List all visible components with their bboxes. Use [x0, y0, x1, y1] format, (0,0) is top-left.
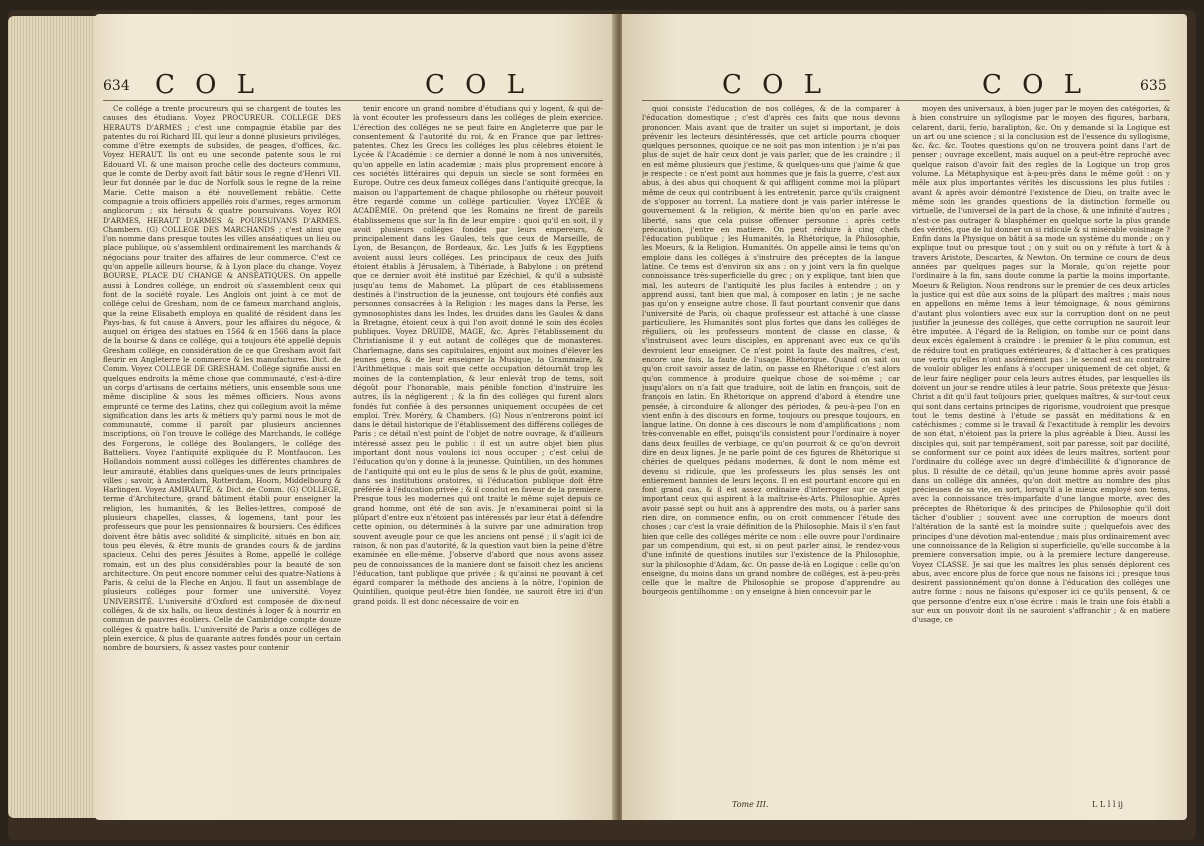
running-header-right: C O L [982, 70, 1088, 100]
header-rule [642, 100, 1170, 101]
left-page [95, 14, 615, 820]
volume-signature: Tome III. [732, 800, 769, 809]
running-header-left: C O L [722, 70, 828, 100]
running-header-left: C O L [155, 70, 261, 100]
text-column-1 [103, 104, 341, 804]
column-text: quoi consiste l'éducation de nos colléges, & de la comparer à l'éducation domestique ; c'est d'après ces faits que nous devons prononcer. Mais avant que de traiter un sujet si important, je dois prévenir les lecteurs désintéressés, que cet article pourra choquer quelques personnes, quoique ce ne soit pas mon intention : je n'ai pas plus de sujet de haïr ceux dont je vais parler, que de les craindre ; il en est même plusieurs que j'estime, & quelques-uns que j'aime & que je respecte : ce n'est point aux hommes que je fais la guerre, c'est aux abus, à des abus qui choquent & qui affligent comme moi la plûpart même de ceux qui contribuent à les entretenir, parce qu'ils craignent de s'opposer au torrent. La matiere dont je vais parler intéresse le gouvernement & la religion, & mérite bien qu'on en parle avec liberté, sans que cela puisse offenser personne : après cette précaution, j'entre en matiere. On peut réduire à cinq chefs l'éducation publique ; les Humanités, la Rhétorique, la Philosophie, les Moeurs, & la Religion. Humanités. On appelle ainsi le tems qu'on emploie dans les colléges à s'instruire des préceptes de la langue latine. Ce tems est d'environ six ans : on y joint vers la fin quelque connoissance très-superficielle du grec ; on y explique, tant bien que mal, les auteurs de l'antiquité les plus faciles à entendre ; on y apprend aussi, tant bien que mal, à composer en latin ; je ne sache pas qu'on y enseigne autre chose. Il faut pourtant convenir que dans l'université de Paris, où chaque professeur est attaché à une classe particuliere, les Humanités sont plus fortes que dans les colléges de réguliers, où les professeurs montent de classe en classe, & s'instruisent avec leurs disciples, en apprenant avec eux ce qu'ils devroient leur enseigner. Ce n'est point la faute des maîtres, c'est, encore une fois, la faute de l'usage. Rhétorique. Quand on sait ou qu'on croit savoir assez de latin, on passe en Rhétorique : c'est alors qu'on commence à produire quelque chose de soi-même ; car jusqu'alors on n'a fait que traduire, soit de latin en françois, soit de françois en latin. En Rhétorique on apprend d'abord à étendre une pensée, à circonduire & allonger des périodes, & peu-à-peu l'on en vient enfin à des discours en forme, toujours ou presque toujours, en langue latine. On donne à ces discours le nom d'amplifications ; nom très-convenable en effet, puisqu'ils consistent pour l'ordinaire à noyer dans deux feuilles de verbiage, ce qu'on pourroit & ce qu'on devroit dire en deux lignes. Je ne parle point de ces figures de Rhétorique si chéries de quelques pédans modernes, & dont le nom même est devenu si ridicule, que les professeurs les plus sensés les ont entierement bannies de leurs leçons. Il en est pourtant encore qui en font grand cas, & il est assez ordinaire d'interroger sur ce sujet important ceux qui aspirent à la maîtrise-ès-Arts. Philosophie. Après avoir passé sept ou huit ans à apprendre des mots, ou à parler sans rien dire, on commence enfin, ou on croit commencer l'étude des choses ; car c'est la vraie définition de la Philosophie. Mais il s'en faut bien que celle des colléges mérite ce nom : elle ouvre pour l'ordinaire par un compendium, qui est, si on peut parler ainsi, le rendez-vous d'une infinité de questions inutiles sur l'existence de la Philosophie, sur la philosophie d'Adam, &c. On passe de-là en Logique : celle qu'on enseigne, du moins dans un grand nombre de colléges, est à-peu-près celle que le maître de Philosophie se propose d'apprendre au bourgeois gentilhomme : on y enseigne à bien concevoir par le [642, 104, 900, 597]
column-text: moyen des universaux, à bien juger par le moyen des catégories, & à bien construire un syllogisme par le moyen des figures, barbara, celarent, darii, ferio, baralipton, &c. On y demande si la Logique est un art ou une science ; si la conclusion est de l'essence du syllogisme, &c. &c. &c. Toutes questions qu'on ne trouvera point dans l'art de penser ; ouvrage excellent, mais auquel on a peut-être reproché avec quelque raison d'avoir fait des regles de la Logique un trop gros volume. La Métaphysique est à-peu-près dans le même goût : on y mêle aux plus importantes vérités les discussions les plus futiles : avant & après avoir démontré l'existence de Dieu, on traite avec le même soin les grandes questions de la distinction formelle ou virtuelle, de l'universel de la part de la chose, & une infinité d'autres ; n'est-ce pas outrager & blasphémer en quelque sorte la plus grande des vérités, que de lui donner un si ridicule & si misérable voisinage ? Enfin dans la Physique on bâtit à sa mode un système du monde ; on y explique tout ou presque tout ; on y suit ou on y réfute à tort & à travers Aristote, Descartes, & Newton. On termine ce cours de deux années par quelques pages sur la Morale, qu'on rejette pour l'ordinaire à la fin, sans doute comme la partie la moins importante. Moeurs & Religion. Nous rendrons sur le premier de ces deux articles la justice qui est dûe aux soins de la plûpart des maîtres ; mais nous en appellons en même tems à leur témoignage, & nous gémirons d'autant plus volontiers avec eux sur la corruption dont on ne peut justifier la jeunesse des colléges, que cette corruption ne sauroit leur être imputée. A l'égard de la Religion, on tombe sur ce point dans deux excès également à craindre : le premier & le plus commun, est de réduire tout en pratiques extérieures, & d'attacher à ces pratiques une vertu qu'elles n'ont assûrément pas : le second est au contraire de vouloir obliger les enfans à s'occuper uniquement de cet objet, & de leur faire négliger pour cela leurs autres études, par lesquelles ils doivent un jour se rendre utiles à leur patrie. Sous prétexte que Jésus-Christ a dit qu'il faut toûjours prier, quelques maîtres, & sur-tout ceux qui sont dans certains principes de rigorisme, voudroient que presque tout le tems destiné à l'étude se passât en méditations & en catéchismes ; comme si le travail & l'exactitude à remplir les devoirs de son état, n'étoient pas la priere la plus agréable à Dieu. Aussi les disciples qui, soit par tempérament, soit par paresse, soit par docilité, se conforment sur ce point aux idées de leurs maîtres, sortent pour l'ordinaire du collége avec un degré d'imbécillité & d'ignorance de plus. Il résulte de ce détail, qu'un jeune homme après avoir passé dans un collége dix années, qu'on doit mettre au nombre des plus précieuses de sa vie, en sort, lorsqu'il a le mieux employé son tems, avec la connoissance très-imparfaite d'une langue morte, avec des préceptes de Rhétorique & des principes de Philosophie qu'il doit tâcher d'oublier ; souvent avec une corruption de moeurs dont l'altération de la santé est la moindre suite ; quelquefois avec des principes d'une dévotion mal-entendue ; mais plus ordinairement avec une connoissance de la Religion si superficielle, qu'elle succombe à la premiere conversation impie, ou à la premiere lecture dangereuse. Voyez CLASSE. Je sai que les maîtres les plus sensés déplorent ces abus, avec encore plus de force que nous ne faisons ici ; presque tous desirent passionnément qu'on donne à l'éducation des colléges une autre forme : nous ne faisons qu'exposer ici ce qu'ils pensent, & ce que personne d'entre eux n'ose écrire : mais le train une fois établi a sur eux un pouvoir dont ils ne sauroient s'affranchir ; & en matiere d'usage, ce [912, 104, 1170, 625]
text-column-2 [912, 104, 1170, 794]
text-column-1 [642, 104, 900, 794]
right-page [622, 14, 1187, 820]
column-text: Ce collége a trente procureurs qui se chargent de toutes les causes des étudians. Voyez PROCUREUR. COLLEGE DES HERAUTS D'ARMES ; c'est une compagnie établie par des patentes du roi Richard III. qui leur a donné plusieurs priviléges, comme d'être exempts de subsides, de peages, d'offices, &c. Voyez HERAUT. Ils ont eu une seconde patente sous le roi Edouard VI. & une maison proche celle des docteurs communs, que le comte de Derby avoit fait bâtir sous le regne d'Henri VII. leur fut donnée par le duc de Norfolk sous le regne de la reine Marie. Cette maison a été nouvellement rebâtie. Cette compagnie a trois officiers appellés rois d'armes, reges armorum anglicorum ; six hérauts & quatre poursuivans. Voyez ROI D'ARMES, HERAUT D'ARMES & POURSUIVANS D'ARMES. Chambers. (G) COLLEGE DES MARCHANDS ; c'est ainsi que l'on nomme dans presque toutes les villes anséatiques un lieu ou place publique, où s'assemblent ordinairement les marchands & négocians pour traiter des affaires de leur commerce. C'est ce qu'on appelle ailleurs bourse, & à Lyon place du change. Voyez BOURSE, PLACE DU CHANGE & ANSÉATIQUES. On appelle aussi à Londres collége, un endroit où s'assemblent ceux qui font de la société royale. Les Anglois ont joint à ce mot de collége celui de Gresham, nom de ce fameux marchand anglois, que la reine Elisabeth employa en qualité de résident dans les Pays-bas, & fut cause à Anvers, pour les affaires du négoce, & auquel on érigea des statues en 1564 & en 1566 dans la place de la bourse & dans ce collége, qui a toujours été appellé depuis Gresham collége, en considération de ce que Gresham avoit fait fleurir en Angleterre le commerce & les manufactures. Dict. de Comm. Voyez COLLEGE DE GRESHAM. Collége signifie aussi en quelques endroits la même chose que communauté, c'est-à-dire un corps d'artisans de certains métiers, unis ensemble sous une même discipline & sous les mêmes officiers. Nous avons emprunté ce terme des Latins, chez qui collegium avoit la même signification dans les arts & métiers qu'y parmi nous le mot de communauté, comme il paroît par plusieurs anciennes inscriptions, où l'on trouve le collége des Marchands, le collége des Forgerons, le collége des Boulangers, le collége des Batteliers. Voyez l'antiquité expliquée du P. Montfaucon. Les Hollandois nomment aussi colléges les différentes chambres de leur amirauté, établies dans quelques-unes de leurs principales villes ; savoir, à Amsterdam, Rotterdam, Hoorn, Middelbourg & Harlingen. Voyez AMIRAUTÉ, & Dict. de Comm. (G) COLLEGE, terme d'Architecture, grand bâtiment établi pour enseigner la religion, les humanités, & les Belles-lettres, composé de plusieurs chapelles, classes, & logemens, tant pour les professeurs que pour les pensionnaires & boursiers. Ces édifices doivent être bâtis avec solidité & simplicité, situés en bon air, tous peu élevés, & être munis de grandes cours & de jardins spacieux. Celui des peres Jésuites à Rome, appellé le collége romain, est un des plus considérables pour la beauté de son architecture. On peut encore nommer celui des quatre-Nations à Paris, & celui de la Fleche en Anjou. Il faut un assemblage de plusieurs colléges pour former une université. Voyez UNIVERSITÉ. L'université d'Oxford est composée de dix-neuf colléges, & de six halls, ou lieux destinés à loger & à nourrir en commun de pauvres écoliers. Celle de Cambridge compte douze colléges & quatre halls. L'université de Paris a onze colléges de plein exercice, & plus de quarante autres fondés pour un certain nombre de boursiers, & assez vastes pour contenir [103, 104, 341, 653]
running-header-right: C O L [425, 70, 531, 100]
column-text: tenir encore un grand nombre d'étudians qui y logent, & qui de-là vont écouter les professeurs dans les colléges de plein exercice. L'érection des colléges ne se peut faire en Angleterre que par le consentement & l'autorité du roi, & en France que par lettres-patentes. Chez les Grecs les colléges les plus célebres étoient le Lycée & l'Académie : ce dernier a donné le nom à nos universités, qu'on appelle en latin academiæ ; mais plus proprement encore à ces sociétés littéraires qui depuis un siecle se sont formées en Europe. Outre ces deux fameux colléges dans l'antiquité grecque, la maison ou l'appartement de chaque philosophe ou rhéteur pouvoit être regardé comme un collége particulier. Voyez LYCÉE & ACADÉMIE. On prétend que les Romains ne firent de pareils établissemens que sur la fin de leur empire : quoi qu'il en soit, il y avoit plusieurs colléges fondés par leurs empereurs, & principalement dans les Gaules, tels que ceux de Marseille, de Lyon, de Besançon, de Bordeaux, &c. Les Juifs & les Egyptiens avoient aussi leurs colléges. Les principaux de ceux des Juifs étoient établis à Jérusalem, à Tibériade, à Babylone : on prétend que ce dernier avoit été institué par Ezéchiel, & qu'il a subsisté jusqu'au tems de Mahomet. La plûpart de ces établissemens destinés à l'instruction de la jeunesse, ont toujours été confiés aux personnes consacrées à la Religion : les mages dans la Perse, les gymnosophistes dans les Indes, les druides dans les Gaules & dans la Bretagne, étoient ceux à qui l'on avoit donné le soin des écoles publiques. Voyez DRUIDE, MAGE, &c. Après l'établissement du Christianisme il y eut autant de colléges que de monasteres. Charlemagne, dans ses capitulaires, enjoint aux moines d'élever les jeunes gens, & de leur enseigner la Musique, la Grammaire, & l'Arithmétique : mais soit que cette occupation détournât trop les moines de la contemplation, & leur enlevât trop de tems, soit dégoût pour l'honorable, mais pénible fonction d'instruire les autres, ils la négligerent ; & la fin des colléges qui furent alors fondés fut confiée à des personnes uniquement occupées de cet emploi. Trév. Moréry, & Chambers. (G) Nous n'entrerons point ici dans le détail historique de l'établissement des différens colléges de Paris ; ce détail n'est point de l'objet de notre ouvrage, & d'ailleurs intéressé assez peu le public : il est un autre objet bien plus important dont nous voulons ici nous occuper ; c'est celui de l'éducation qu'on y donne à la jeunesse. Quintilien, un des hommes de l'antiquité qui ont eu le plus de sens & le plus de goût, examine, dans ses institutions oratoires, si l'éducation publique doit être préférée à l'éducation privée ; & il conclut en faveur de la premiere. Presque tous les modernes qui ont traité le même sujet depuis ce grand homme, ont été de son avis. Je n'examinerai point si la plûpart d'entre eux n'étoient pas intéressés par leur état à défendre cette opinion, ou déterminés à la suivre par une admiration trop souvent aveugle pour ce que les anciens ont pensé ; il s'agit ici de raison, & non pas d'autorité, & la question vaut bien la peine d'être examinée en elle-même. J'observe d'abord que nous avons assez peu de connoissances de la maniere dont se faisoit chez les anciens l'éducation, tant publique que privée ; & qu'ainsi ne pouvant à cet égard comparer la méthode des anciens à la nôtre, l'opinion de Quintilien, quoique peut-être bien fondée, ne sauroit être ici d'un grand poids. Il est donc nécessaire de voir en [353, 104, 603, 606]
page-number: 634 [103, 78, 130, 94]
sheet-signature: L L l l ij [1092, 800, 1123, 809]
header-rule [103, 100, 603, 101]
page-number: 635 [1140, 78, 1167, 94]
page-edges [8, 16, 96, 818]
text-column-2 [353, 104, 603, 804]
